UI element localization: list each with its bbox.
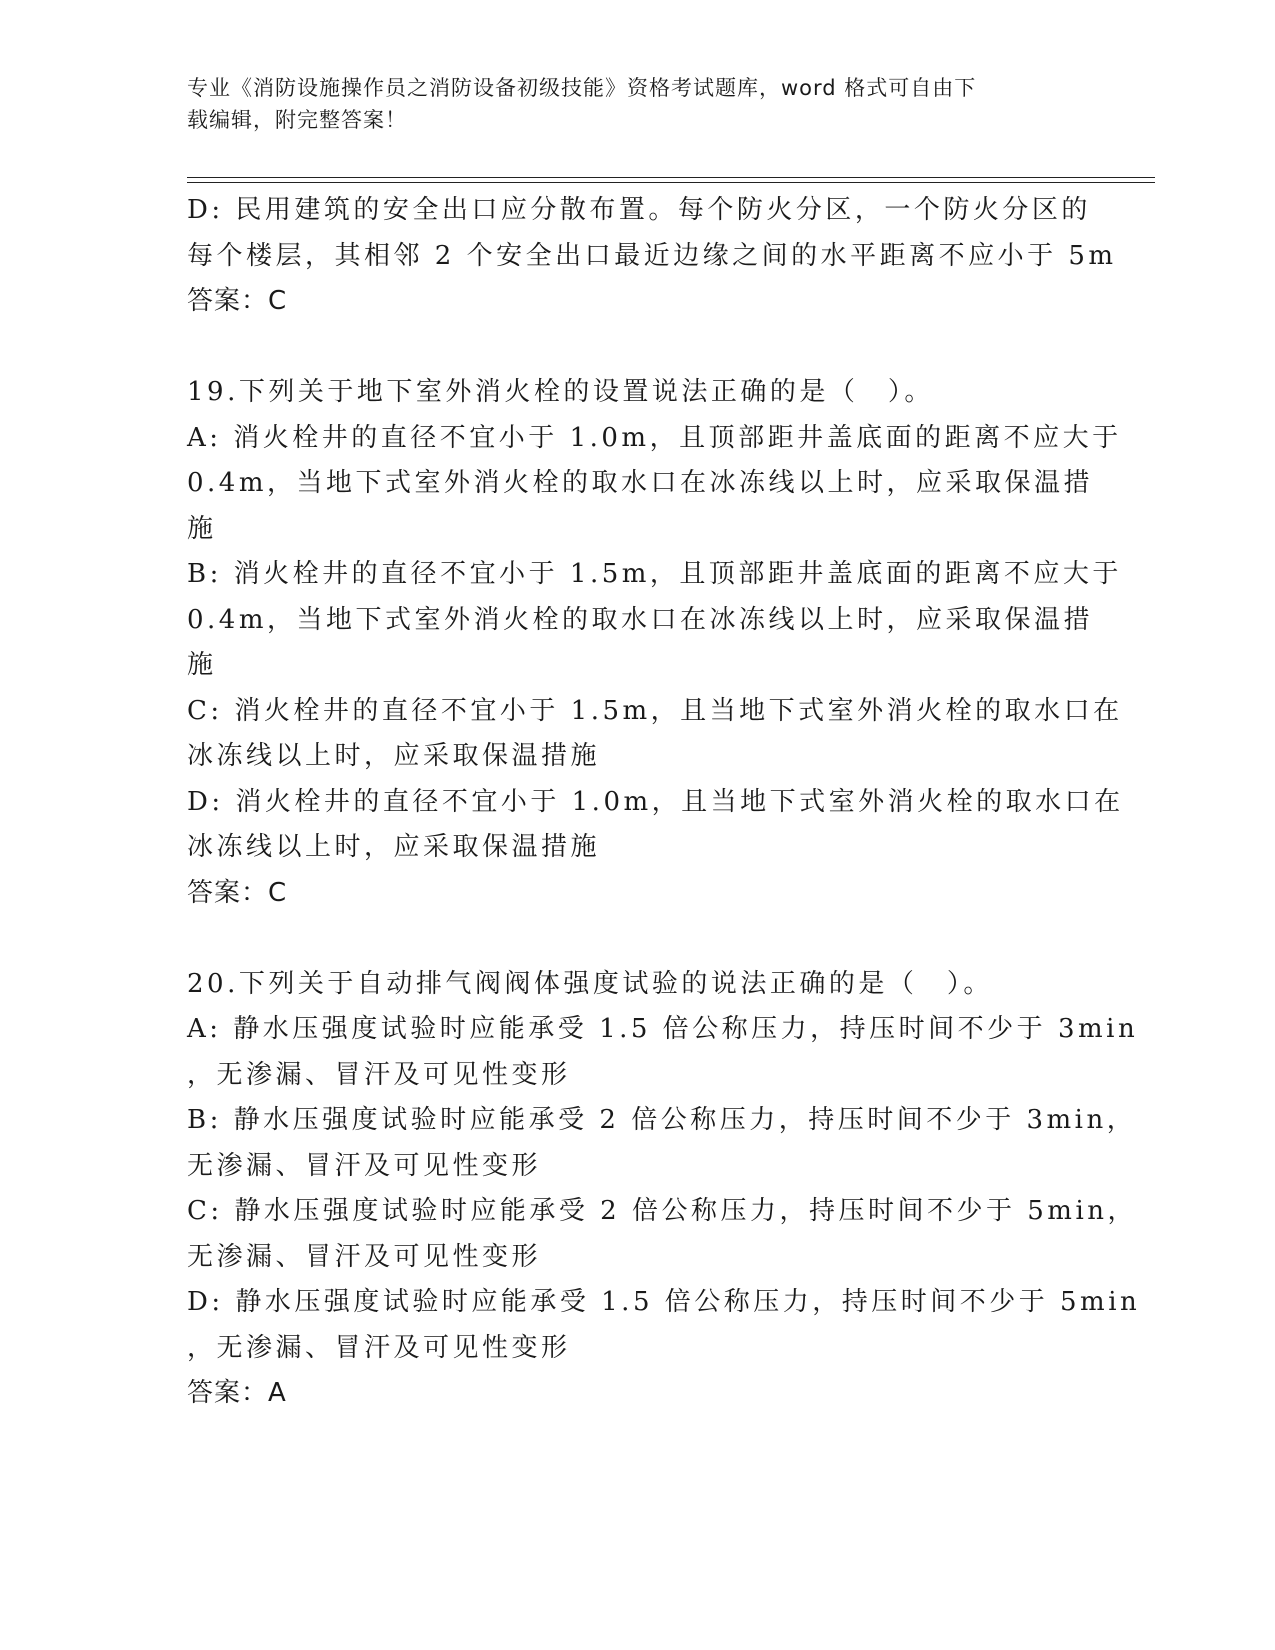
q20-option-a-line-2: ，无渗漏、冒汗及可见性变形 — [187, 1059, 571, 1090]
q19-option-a-line-1: A: 消火栓井的直径不宜小于 1.0m，且顶部距井盖底面的距离不应大于 — [187, 422, 1122, 453]
question-20-stem: 20.下列关于自动排气阀阀体强度试验的说法正确的是（ ）。 — [187, 968, 993, 999]
q20-option-d-line-1: D: 静水压强度试验时应能承受 1.5 倍公称压力，持压时间不少于 5min — [187, 1287, 1141, 1317]
prev-option-d-line-1: D: 民用建筑的安全出口应分散布置。每个防火分区，一个防火分区的 — [187, 195, 1091, 225]
q19-option-c-line-1: C: 消火栓井的直径不宜小于 1.5m，且当地下式室外消火栓的取水口在 — [187, 695, 1123, 726]
header-divider-top — [187, 177, 1155, 178]
q19-option-a-line-2: 0.4m，当地下式室外消火栓的取水口在冰冻线以上时，应采取保温措 — [187, 468, 1094, 498]
document-body — [187, 188, 1141, 1417]
question-19 — [187, 370, 1124, 916]
q19-answer: 答案：C — [187, 877, 288, 908]
q20-option-d-line-2: ，无渗漏、冒汗及可见性变形 — [187, 1332, 571, 1363]
q19-option-b-line-1: B: 消火栓井的直径不宜小于 1.5m，且顶部距井盖底面的距离不应大于 — [187, 559, 1122, 589]
prev-question-block — [187, 188, 1117, 325]
q19-option-a-line-3: 施 — [187, 513, 217, 544]
q20-answer: 答案：A — [187, 1378, 287, 1408]
header-line-2: 载编辑，附完整答案！ — [187, 108, 407, 132]
header-divider-bottom — [187, 182, 1155, 183]
question-19-stem: 19.下列关于地下室外消火栓的设置说法正确的是（ ）。 — [187, 377, 934, 407]
q19-option-c-line-2: 冰冻线以上时，应采取保温措施 — [187, 741, 601, 771]
q19-option-d-line-2: 冰冻线以上时，应采取保温措施 — [187, 832, 601, 862]
q20-option-b-line-1: B: 静水压强度试验时应能承受 2 倍公称压力，持压时间不少于 3min， — [187, 1105, 1137, 1135]
prev-answer: 答案：C — [187, 286, 288, 316]
q20-option-c-line-2: 无渗漏、冒汗及可见性变形 — [187, 1241, 542, 1272]
q19-option-b-line-3: 施 — [187, 650, 217, 680]
q20-option-b-line-2: 无渗漏、冒汗及可见性变形 — [187, 1150, 542, 1181]
question-20 — [187, 962, 1141, 1417]
q20-option-c-line-1: C: 静水压强度试验时应能承受 2 倍公称压力，持压时间不少于 5min， — [187, 1196, 1138, 1226]
prev-option-d-line-2: 每个楼层，其相邻 2 个安全出口最近边缘之间的水平距离不应小于 5m — [187, 240, 1117, 271]
header-line-1: 专业《消防设施操作员之消防设备初级技能》资格考试题库，word 格式可自由下 — [187, 76, 977, 100]
q19-option-b-line-2: 0.4m，当地下式室外消火栓的取水口在冰冻线以上时，应采取保温措 — [187, 604, 1094, 635]
q20-option-a-line-1: A: 静水压强度试验时应能承受 1.5 倍公称压力，持压时间不少于 3min — [187, 1014, 1139, 1044]
document-header — [187, 72, 1067, 136]
q19-option-d-line-1: D: 消火栓井的直径不宜小于 1.0m，且当地下式室外消火栓的取水口在 — [187, 786, 1124, 817]
